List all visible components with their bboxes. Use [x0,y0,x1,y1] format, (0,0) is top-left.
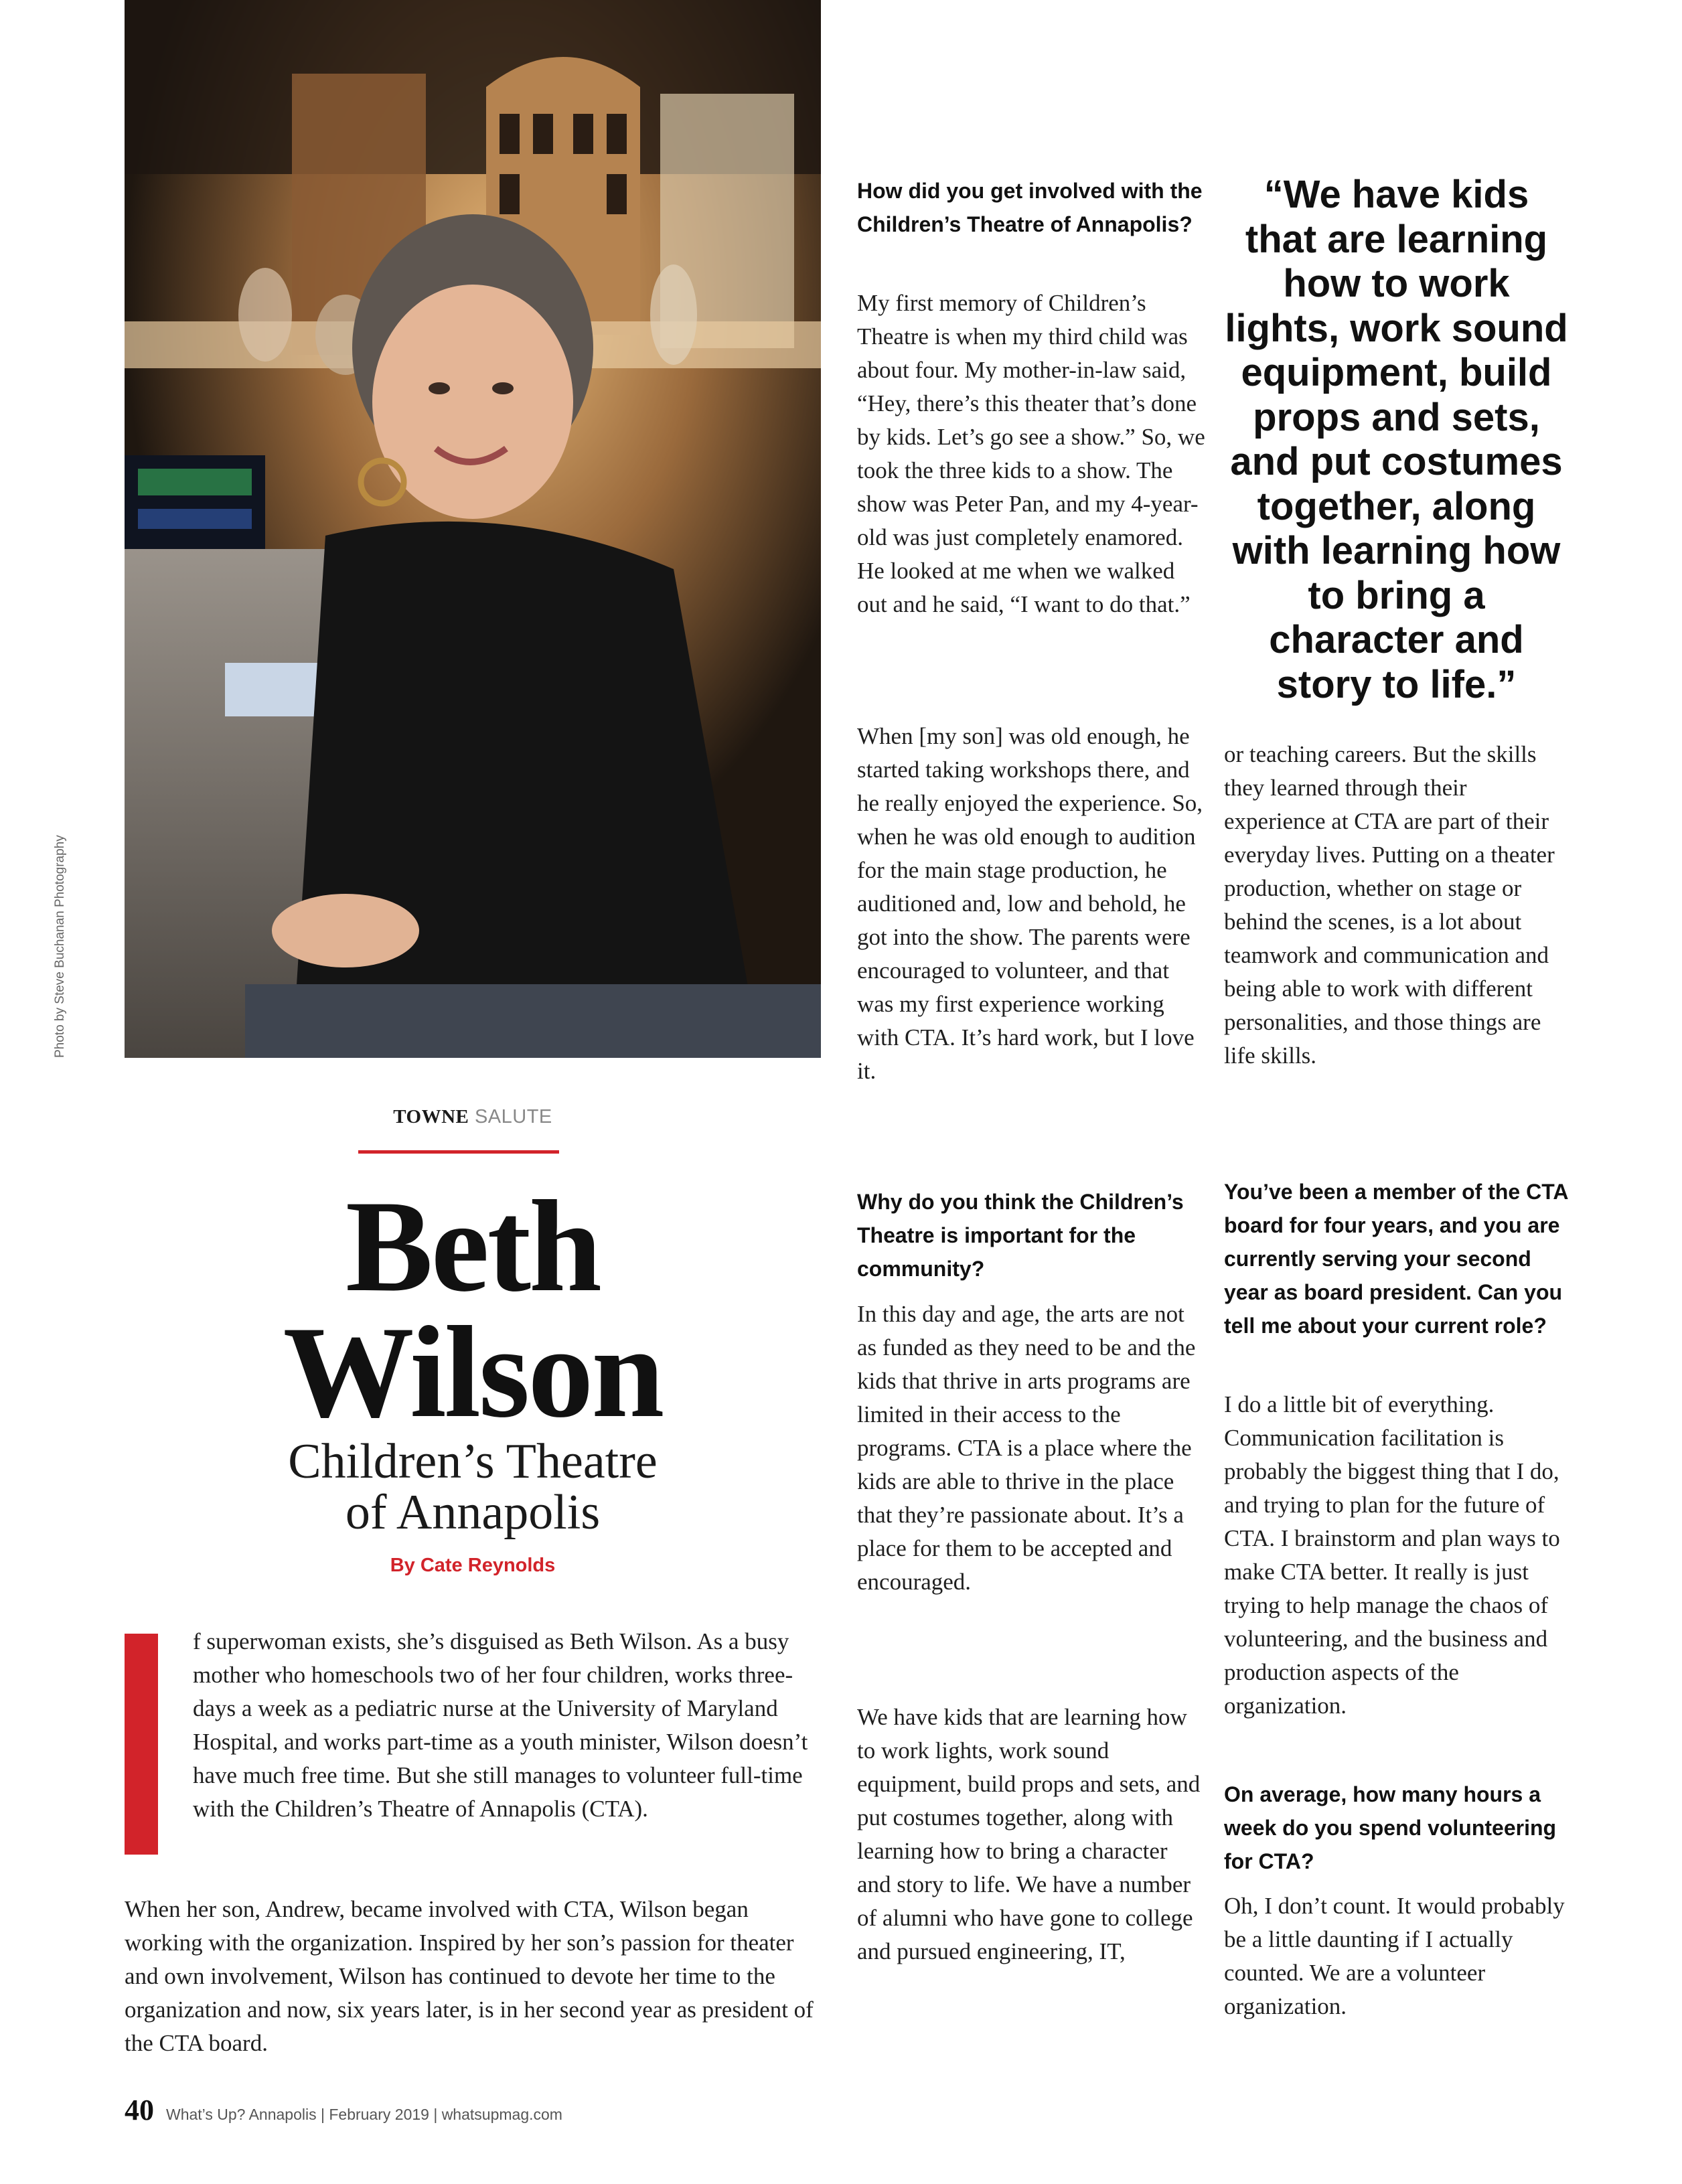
section-divider [358,1150,559,1154]
answer-2 [857,1298,1205,1599]
answer-text: or teaching careers. But the skills they learned through their experience at CTA are part of their everyday lives. Putting on a theater production, whether on stage or behind the scenes, is a lot about teamwork and communication and being able to work with different personalities, and those things are life skills. [1224,741,1555,1069]
answer-text: We have kids that are learning how to work lights, work sound equipment, build props and sets, and put costumes together, along with learning how to bring a character and story to life. We have a number of alumni who have gone to college and pursued engineering, IT, [857,1704,1201,1964]
question-2 [857,1185,1205,1285]
answer-text: I do a little bit of everything. Communication facilitation is probably the biggest thing that I do, and trying to plan for the future of CTA. I brainstorm and plan ways to make CTA better. It really is just trying to help manage the chaos of volunteering, and the business and production aspects of the organization. [1224,1391,1560,1719]
article-subtitle [125,1436,821,1538]
answer-text: My first memory of Children’s Theatre is when my third child was about four. My mother-in-law said, “Hey, there’s this theater that’s done by kids. Let’s go see a show.” So, we took the three kids to a show. The show was Peter Pan, and my 4-year-old was just completely enamored. He looked at me when we walked out and he said, “I want to do that.” [857,290,1205,617]
question-text: How did you get involved with the Children’s Theatre of Annapolis? [857,179,1203,236]
answer-1-continued [857,720,1205,1088]
byline: By Cate Reynolds [390,1555,556,1576]
intro-paragraph-2 [125,1893,821,2060]
question-3 [1224,1175,1572,1342]
footer-text: What’s Up? Annapolis | February 2019 | whatsupmag.com [166,2106,562,2123]
title-line-2: Wilson [283,1300,663,1445]
answer-3 [1224,1388,1572,1723]
answer-2-continued [857,1701,1205,1968]
article-title [125,1174,821,1445]
answer-text: In this day and age, the arts are not as funded as they need to be and the kids that thrive in arts programs are limited in their access to the programs. CTA is a place where the kids are able to thrive in the place that they’re passionate about. It’s a place for them to be accepted and encouraged. [857,1301,1196,1595]
subtitle-line-1: Children’s Theatre [288,1434,658,1489]
answer-text: When [my son] was old enough, he started taking workshops there, and he really enjoyed the experience. So, when he was old enough to audition for the main stage production, he auditioned and, low and behold, he got into the show. The parents were encouraged to volunteer, and that was my first experience working with CTA. It’s hard work, but I love it. [857,723,1203,1084]
section-label-bold: TOWNE [393,1106,469,1127]
pull-quote: “We have kids that are learning how to work lights, work sound equipment, build props and sets, and put costumes together, along with learning how to bring a character and story to life.” [1225,173,1568,706]
answer-1 [857,287,1205,621]
intro-text-2: When her son, Andrew, became involved with CTA, Wilson began working with the organization. Inspired by her son’s passion for theater and own involvement, Wilson has continued to devote her time to the organization and now, six years later, is in her second year as president of the CTA board. [125,1896,814,2056]
question-4 [1224,1778,1572,1878]
question-1 [857,174,1205,241]
answer-text: Oh, I don’t count. It would probably be a little daunting if I actually counted. We are a volunteer organization. [1224,1893,1565,2019]
page-number: 40 [125,2094,154,2126]
intro-text: f superwoman exists, she’s disguised as Beth Wilson. As a busy mother who homeschools two of her four children, works three-days a week as a pediatric nurse at the University of Maryland Hospital, and works part-time as a youth minister, Wilson doesn’t have much free time. But she still manages to volunteer full-time with the Children’s Theatre of Annapolis (CTA). [193,1628,808,1822]
portrait-photo-illustration [125,0,821,1058]
question-text: You’ve been a member of the CTA board for four years, and you are currently serving your second year as board president. Can you tell me about your current role? [1224,1180,1568,1338]
answer-4 [1224,1889,1572,2023]
question-text: Why do you think the Children’s Theatre is important for the community? [857,1190,1184,1281]
intro-paragraph [193,1625,826,1826]
portrait-photo [125,0,821,1058]
answer-2-end [1224,738,1572,1073]
page-footer [125,2093,562,2133]
question-text: On average, how many hours a week do you spend volunteering for CTA? [1224,1782,1557,1873]
photo-credit: Photo by Steve Buchanan Photography [53,835,67,1058]
drop-cap-bar [125,1634,158,1855]
section-label-light: SALUTE [474,1106,552,1127]
subtitle-line-2: of Annapolis [345,1485,601,1540]
section-label [125,1106,821,1128]
title-line-1: Beth [346,1174,600,1319]
